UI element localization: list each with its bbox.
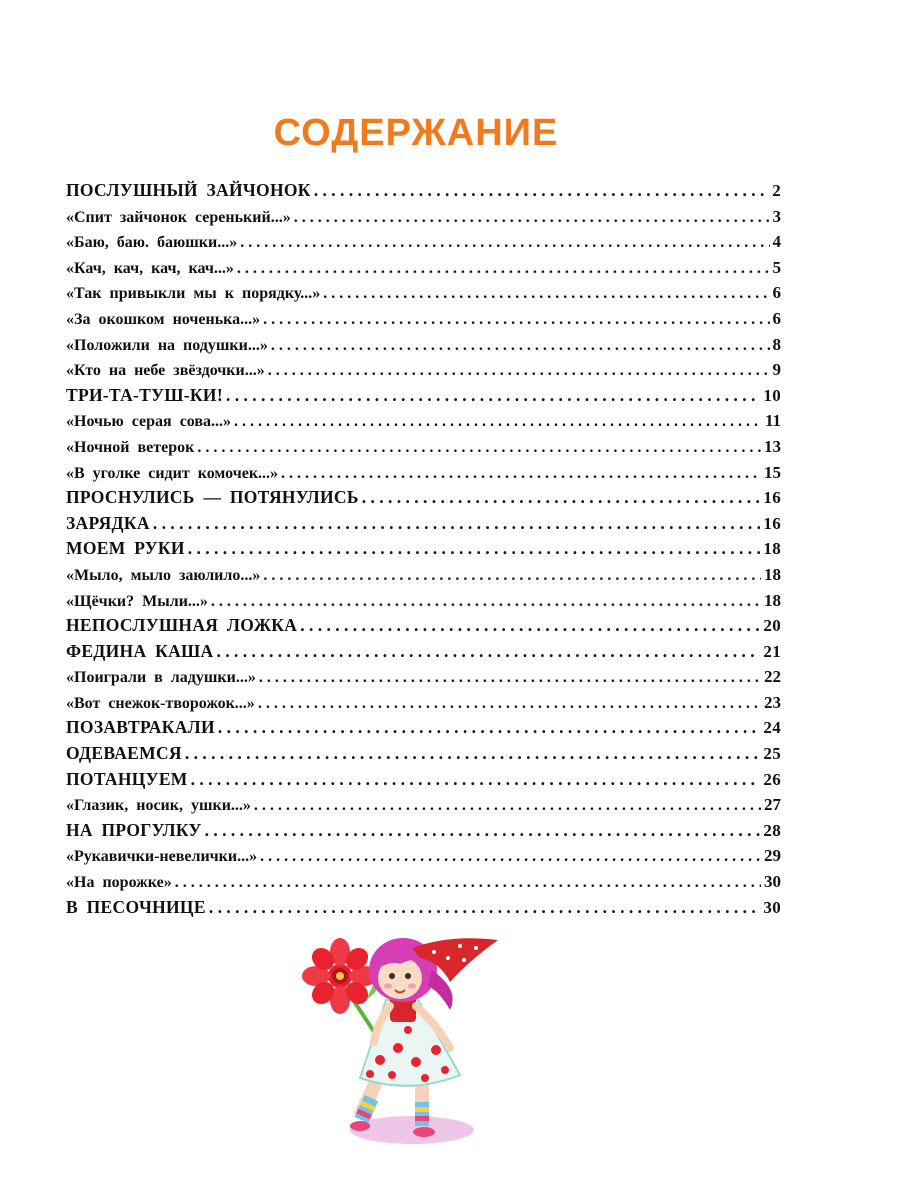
toc-entry-title: «Ночной ветерок xyxy=(66,438,195,456)
toc-leader-dots xyxy=(314,178,769,204)
toc-entry-title: «Ночью серая сова...» xyxy=(66,413,232,431)
toc-page-number: 13 xyxy=(764,436,781,456)
toc-entry xyxy=(66,715,781,741)
toc-leader-dots xyxy=(211,589,761,615)
toc-leader-dots xyxy=(234,409,762,435)
toc-leader-dots xyxy=(237,256,770,282)
toc-entry xyxy=(66,741,781,767)
toc-leader-dots xyxy=(294,205,770,231)
toc-entry xyxy=(66,460,781,486)
toc-page-number: 6 xyxy=(772,308,781,328)
toc-page-number: 8 xyxy=(772,334,781,354)
toc-leader-dots xyxy=(216,639,760,665)
toc-entry xyxy=(66,562,781,588)
toc-page-number: 23 xyxy=(764,692,781,712)
toc-entry-title: МОЕМ РУКИ xyxy=(66,538,185,559)
toc-leader-dots xyxy=(185,741,761,767)
toc-entry-title: «Щёчки? Мыли...» xyxy=(66,592,208,610)
toc-entry-title: «На порожке» xyxy=(66,874,172,892)
toc-entry xyxy=(66,332,781,358)
toc-leader-dots xyxy=(218,715,761,741)
toc-entry xyxy=(66,767,781,793)
table-of-contents xyxy=(66,178,781,920)
toc-entry-title: ФЕДИНА КАША xyxy=(66,640,214,661)
toc-leader-dots xyxy=(259,665,761,691)
toc-leader-dots xyxy=(258,691,761,717)
toc-entry-title: «Баю, баю. баюшки...» xyxy=(66,234,238,252)
toc-entry-title: «Поиграли в ладушки...» xyxy=(66,669,256,687)
toc-entry xyxy=(66,408,781,434)
toc-leader-dots xyxy=(268,358,770,384)
toc-leader-dots xyxy=(197,435,761,461)
toc-page-number: 15 xyxy=(764,462,781,482)
toc-page-number: 9 xyxy=(772,360,781,380)
toc-leader-dots xyxy=(271,333,770,359)
toc-entry-title: ОДЕВАЕМСЯ xyxy=(66,743,182,764)
toc-leader-dots xyxy=(209,895,761,921)
toc-leader-dots xyxy=(254,793,761,819)
toc-leader-dots xyxy=(205,818,761,844)
toc-entry-title: ПРОСНУЛИСЬ — ПОТЯНУЛИСЬ xyxy=(66,487,359,508)
toc-leader-dots xyxy=(281,461,761,487)
left-shoe xyxy=(350,1121,370,1131)
toc-page-number: 3 xyxy=(772,206,781,226)
toc-page-number: 27 xyxy=(764,795,781,815)
toc-leader-dots xyxy=(188,536,761,562)
toc-entry xyxy=(66,690,781,716)
toc-entry-title: «В уголке сидит комочек...» xyxy=(66,464,279,482)
toc-entry-title: ЗАРЯДКА xyxy=(66,512,150,533)
page-title: СОДЕРЖАНИЕ xyxy=(273,112,559,154)
toc-entry-title: «Спит зайчонок серенький...» xyxy=(66,208,291,226)
toc-entry xyxy=(66,229,781,255)
toc-entry xyxy=(66,383,781,409)
girl-with-flower-illustration xyxy=(300,930,510,1155)
toc-page-number: 26 xyxy=(763,769,781,789)
toc-page-number: 24 xyxy=(763,718,781,738)
toc-entry xyxy=(66,869,781,895)
toc-entry-title: ТРИ-ТА-ТУШ-КИ! xyxy=(66,384,223,405)
toc-page-number: 4 xyxy=(772,232,781,252)
toc-page-number: 22 xyxy=(764,667,781,687)
toc-entry xyxy=(66,204,781,230)
toc-entry-title: «Кач, кач, кач, кач...» xyxy=(66,259,234,277)
toc-entry xyxy=(66,639,781,665)
toc-page-number: 16 xyxy=(763,513,781,533)
toc-page-number: 11 xyxy=(764,411,781,431)
toc-entry xyxy=(66,792,781,818)
toc-entry xyxy=(66,613,781,639)
toc-entry-title: ПОЗАВТРАКАЛИ xyxy=(66,717,215,738)
toc-entry-title: «Так привыкли мы к порядку...» xyxy=(66,285,321,303)
toc-entry-title: НЕПОСЛУШНАЯ ЛОЖКА xyxy=(66,615,298,636)
toc-leader-dots xyxy=(323,281,769,307)
toc-page-number: 25 xyxy=(763,744,781,764)
toc-page-number: 30 xyxy=(763,897,781,917)
toc-leader-dots xyxy=(263,307,769,333)
toc-leader-dots xyxy=(263,563,761,589)
toc-page-number: 20 xyxy=(763,616,781,636)
toc-entry xyxy=(66,843,781,869)
toc-page-number: 16 xyxy=(763,488,781,508)
toc-leader-dots xyxy=(226,383,760,409)
toc-entry-title: «Положили на подушки...» xyxy=(66,336,268,354)
toc-page-number: 18 xyxy=(763,539,781,559)
toc-entry xyxy=(66,536,781,562)
toc-leader-dots xyxy=(153,511,761,537)
toc-entry xyxy=(66,588,781,614)
red-flower-icon xyxy=(302,938,378,1014)
toc-entry xyxy=(66,664,781,690)
toc-page-number: 30 xyxy=(764,872,781,892)
toc-page-number: 18 xyxy=(764,590,781,610)
toc-entry xyxy=(66,511,781,537)
toc-entry-title: «Глазик, носик, ушки...» xyxy=(66,797,251,815)
toc-entry xyxy=(66,357,781,383)
toc-entry-title: ПОТАНЦУЕМ xyxy=(66,768,188,789)
toc-entry-title: ПОСЛУШНЫЙ ЗАЙЧОНОК xyxy=(66,180,311,200)
toc-entry xyxy=(66,306,781,332)
toc-page-number: 28 xyxy=(763,820,781,840)
toc-entry-title: НА ПРОГУЛКУ xyxy=(66,819,202,840)
toc-entry-title: «Вот снежок-творожок...» xyxy=(66,694,255,712)
toc-entry xyxy=(66,895,781,921)
toc-entry xyxy=(66,485,781,511)
toc-leader-dots xyxy=(191,767,761,793)
toc-entry-title: «Рукавички-невелички...» xyxy=(66,848,258,866)
toc-page-number: 2 xyxy=(772,181,781,200)
toc-entry-title: «Кто на небе звёздочки...» xyxy=(66,362,265,380)
toc-entry xyxy=(66,280,781,306)
toc-leader-dots xyxy=(240,230,769,256)
toc-page-number: 21 xyxy=(763,641,781,661)
toc-entry-title: В ПЕСОЧНИЦЕ xyxy=(66,896,206,917)
toc-page-number: 5 xyxy=(772,257,781,277)
toc-leader-dots xyxy=(300,613,760,639)
toc-leader-dots xyxy=(260,844,761,870)
toc-entry-title: «За окошком ноченька...» xyxy=(66,310,261,328)
toc-page-number: 18 xyxy=(764,564,781,584)
toc-leader-dots xyxy=(175,870,761,896)
toc-leader-dots xyxy=(362,485,761,511)
toc-entry xyxy=(66,255,781,281)
toc-page-number: 29 xyxy=(764,846,781,866)
toc-page-number: 10 xyxy=(763,385,781,405)
toc-entry xyxy=(66,178,781,204)
toc-page-number: 6 xyxy=(772,283,781,303)
toc-entry xyxy=(66,434,781,460)
toc-entry xyxy=(66,818,781,844)
toc-entry-title: «Мыло, мыло заюлило...» xyxy=(66,566,261,584)
right-shoe xyxy=(413,1127,435,1137)
